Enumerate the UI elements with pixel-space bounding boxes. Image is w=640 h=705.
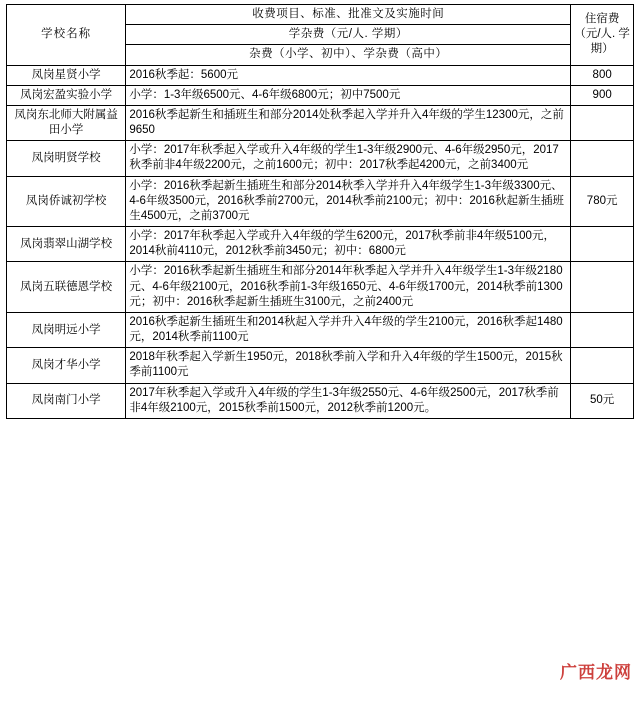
- fee-detail: 2016秋季起新生插班生和2014秋起入学并升入4年级的学生2100元，2016秋季起1480元，2014秋季前1100元: [126, 312, 571, 347]
- table-row: [7, 262, 634, 313]
- table-row: [7, 65, 634, 85]
- fee-detail: 2018年秋季起入学新生1950元，2018秋季前入学和升入4年级的学生1500元，2015秋季前1100元: [126, 348, 571, 383]
- board-fee: 50元: [571, 383, 634, 418]
- school-name: 凤岗侨诚初学校: [7, 176, 126, 227]
- school-name: 凤岗五联德恩学校: [7, 262, 126, 313]
- board-fee: [571, 105, 634, 140]
- board-fee: [571, 227, 634, 262]
- fee-detail: 小学：2017年秋季起入学或升入4年级的学生6200元，2017秋季前非4年级5100元，2014秋前4110元，2012秋季前3450元；初中：6800元: [126, 227, 571, 262]
- watermark: 广西龙网: [560, 663, 632, 682]
- school-name: 凤岗东北师大附属益田小学: [7, 105, 126, 140]
- board-fee: [571, 141, 634, 176]
- header-school-column: 学校名称: [7, 5, 126, 66]
- header-main-title: 收费项目、标准、批准文及实施时间: [126, 5, 571, 25]
- page-bottom-edge: [0, 699, 640, 705]
- school-name: 凤岗明远小学: [7, 312, 126, 347]
- header-board-column: 住宿费（元/人. 学期）: [571, 5, 634, 66]
- fee-table: [6, 4, 634, 419]
- table-row: [7, 176, 634, 227]
- table-header-row-1: [7, 5, 634, 25]
- school-name: 凤岗明贤学校: [7, 141, 126, 176]
- fee-detail: 小学：1-3年级6500元、4-6年级6800元；初中7500元: [126, 85, 571, 105]
- table-row: [7, 105, 634, 140]
- table-row: [7, 227, 634, 262]
- fee-detail: 2017年秋季起入学或升入4年级的学生1-3年级2550元、4-6年级2500元，2017秋季前非4年级2100元，2015秋季前1500元，2012秋季前1200元。: [126, 383, 571, 418]
- board-fee: [571, 262, 634, 313]
- school-name: 凤岗南门小学: [7, 383, 126, 418]
- table-row: [7, 312, 634, 347]
- table-row: [7, 383, 634, 418]
- school-name: 凤岗星贤小学: [7, 65, 126, 85]
- school-name: 凤岗宏盈实验小学: [7, 85, 126, 105]
- table-row: [7, 348, 634, 383]
- board-fee: 780元: [571, 176, 634, 227]
- fee-detail: 小学：2017年秋季起入学或升入4年级的学生1-3年级2900元、4-6年级2950元，2017秋季前非4年级2200元，之前1600元；初中：2017秋季起4200元，之前3400元: [126, 141, 571, 176]
- fee-detail: 小学：2016秋季起新生插班生和部分2014秋季入学并升入4年级学生1-3年级3300元、4-6年级3500元，2016秋季前2700元，2014秋季前2100元；初中：2016秋起新生插班生4500元，之前3700元: [126, 176, 571, 227]
- board-fee: 800: [571, 65, 634, 85]
- board-fee: [571, 348, 634, 383]
- fee-detail: 2016秋季起：5600元: [126, 65, 571, 85]
- school-name: 凤岗翡翠山湖学校: [7, 227, 126, 262]
- board-fee: 900: [571, 85, 634, 105]
- header-sub-title-2: 杂费（小学、初中）、学杂费（高中）: [126, 45, 571, 65]
- fee-detail: 小学：2016秋季起新生插班生和部分2014年秋季起入学并升入4年级学生1-3年级2180元、4-6年级2100元，2016秋季前1-3年级1650元、4-6年级1700元，2014秋季前1300元；初中：2016秋季起新生插班生3100元，之前2400元: [126, 262, 571, 313]
- school-name: 凤岗才华小学: [7, 348, 126, 383]
- table-row: [7, 85, 634, 105]
- fee-detail: 2016秋季起新生和插班生和部分2014处秋季起入学并升入4年级的学生12300元，之前9650: [126, 105, 571, 140]
- header-sub-title-1: 学杂费（元/人. 学期）: [126, 25, 571, 45]
- board-fee: [571, 312, 634, 347]
- table-row: [7, 141, 634, 176]
